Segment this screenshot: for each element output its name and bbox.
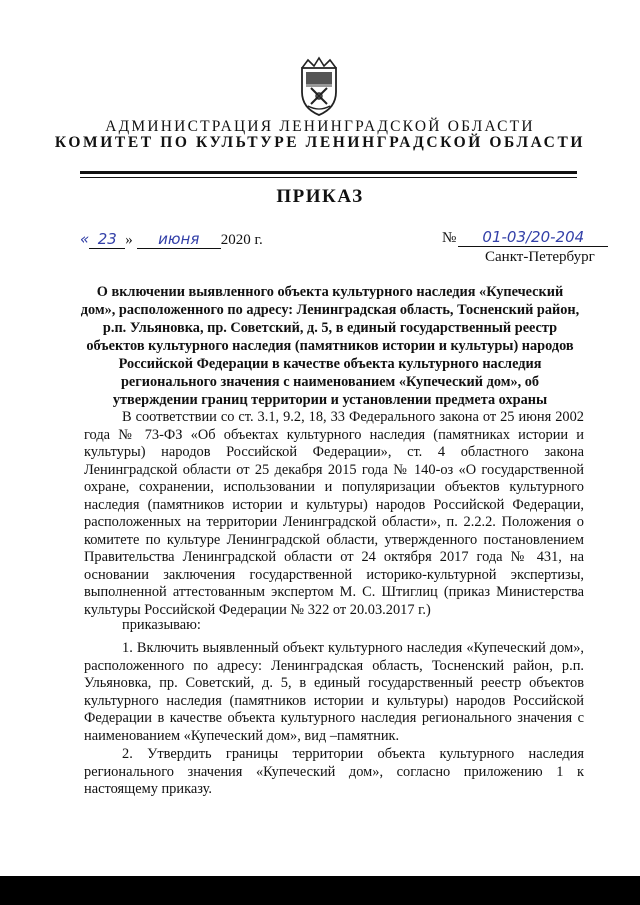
order-item-2: 2. Утвердить границы территории объекта культурного наследия регионального значения «Купеческий дом», согласно приложению 1 к настоящему приказу. <box>84 746 584 797</box>
date-day: 23 <box>97 230 117 248</box>
date-month: июня <box>158 230 200 248</box>
document-date <box>80 230 263 249</box>
decree-word: приказываю: <box>122 617 201 633</box>
scan-bottom-border <box>0 876 640 905</box>
document-title: ПРИКАЗ <box>276 186 364 207</box>
header-rule-thick <box>80 171 577 174</box>
document-number <box>442 230 608 247</box>
date-close-quote: » <box>125 232 133 248</box>
order-item-1: 1. Включить выявленный объект культурного наследия «Купеческий дом», расположенного по адресу: Ленинградская область, Тосненский район, р.п. Ульяновка, пр. Советский, д. 5, в единый государственный реестр объектов культурного наследия (памятников истории и культуры) народов Российской Федерации в качестве объекта культурного наследия регионального значения с наименованием «Купеческий дом», вид –памятник. <box>84 640 584 744</box>
number-label: № <box>442 230 457 246</box>
number-value: 01-03/20-204 <box>482 228 585 246</box>
date-year: 2020 г. <box>220 232 263 248</box>
header-rule-thin <box>80 177 577 178</box>
org-name-administration: АДМИНИСТРАЦИЯ ЛЕНИНГРАДСКОЙ ОБЛАСТИ <box>105 118 535 135</box>
org-name-committee: КОМИТЕТ ПО КУЛЬТУРЕ ЛЕНИНГРАДСКОЙ ОБЛАСТИ <box>54 134 586 151</box>
issue-city: Санкт-Петербург <box>485 249 595 265</box>
preamble-paragraph: В соответствии со ст. 3.1, 9.2, 18, 33 Федерального закона от 25 июня 2002 года № 73-ФЗ «Об объектах культурного наследия (памятниках истории и культуры) народов Российской Федерации», ст. 4 областного закона Ленинградской области от 25 декабря 2015 года № 140-оз «О государственной охране, сохранении, использовании и популяризации объектов культурного наследия (памятников истории и культуры) народов Российской Федерации, расположенных на территории Ленинградской области», п. 2.2.2. Положения о комитете по культуре Ленинградской области, утвержденного постановлением Правительства Ленинградской области от 24 октября 2017 года № 431, на основании заключения государственной историко-культурной экспертизы, выполненной аттестованным экспертом М. С. Штиглиц (приказ Министерства культуры Российской Федерации № 322 от 20.03.2017 г.) <box>84 409 584 618</box>
coat-of-arms-icon <box>294 54 344 118</box>
date-open-quote: « <box>80 230 90 248</box>
document-subject: О включении выявленного объекта культурного наследия «Купеческий дом», расположенного по адресу: Ленинградская область, Тосненский район, р.п. Ульяновка, пр. Советский, д. 5, в единый государственный реестр объектов культурного наследия (памятников истории и культуры) народов Российской Федерации в качестве объекта культурного наследия регионального значения с наименованием «Купеческий дом», об утверждении границ территории и установлении предмета охраны <box>80 284 580 408</box>
